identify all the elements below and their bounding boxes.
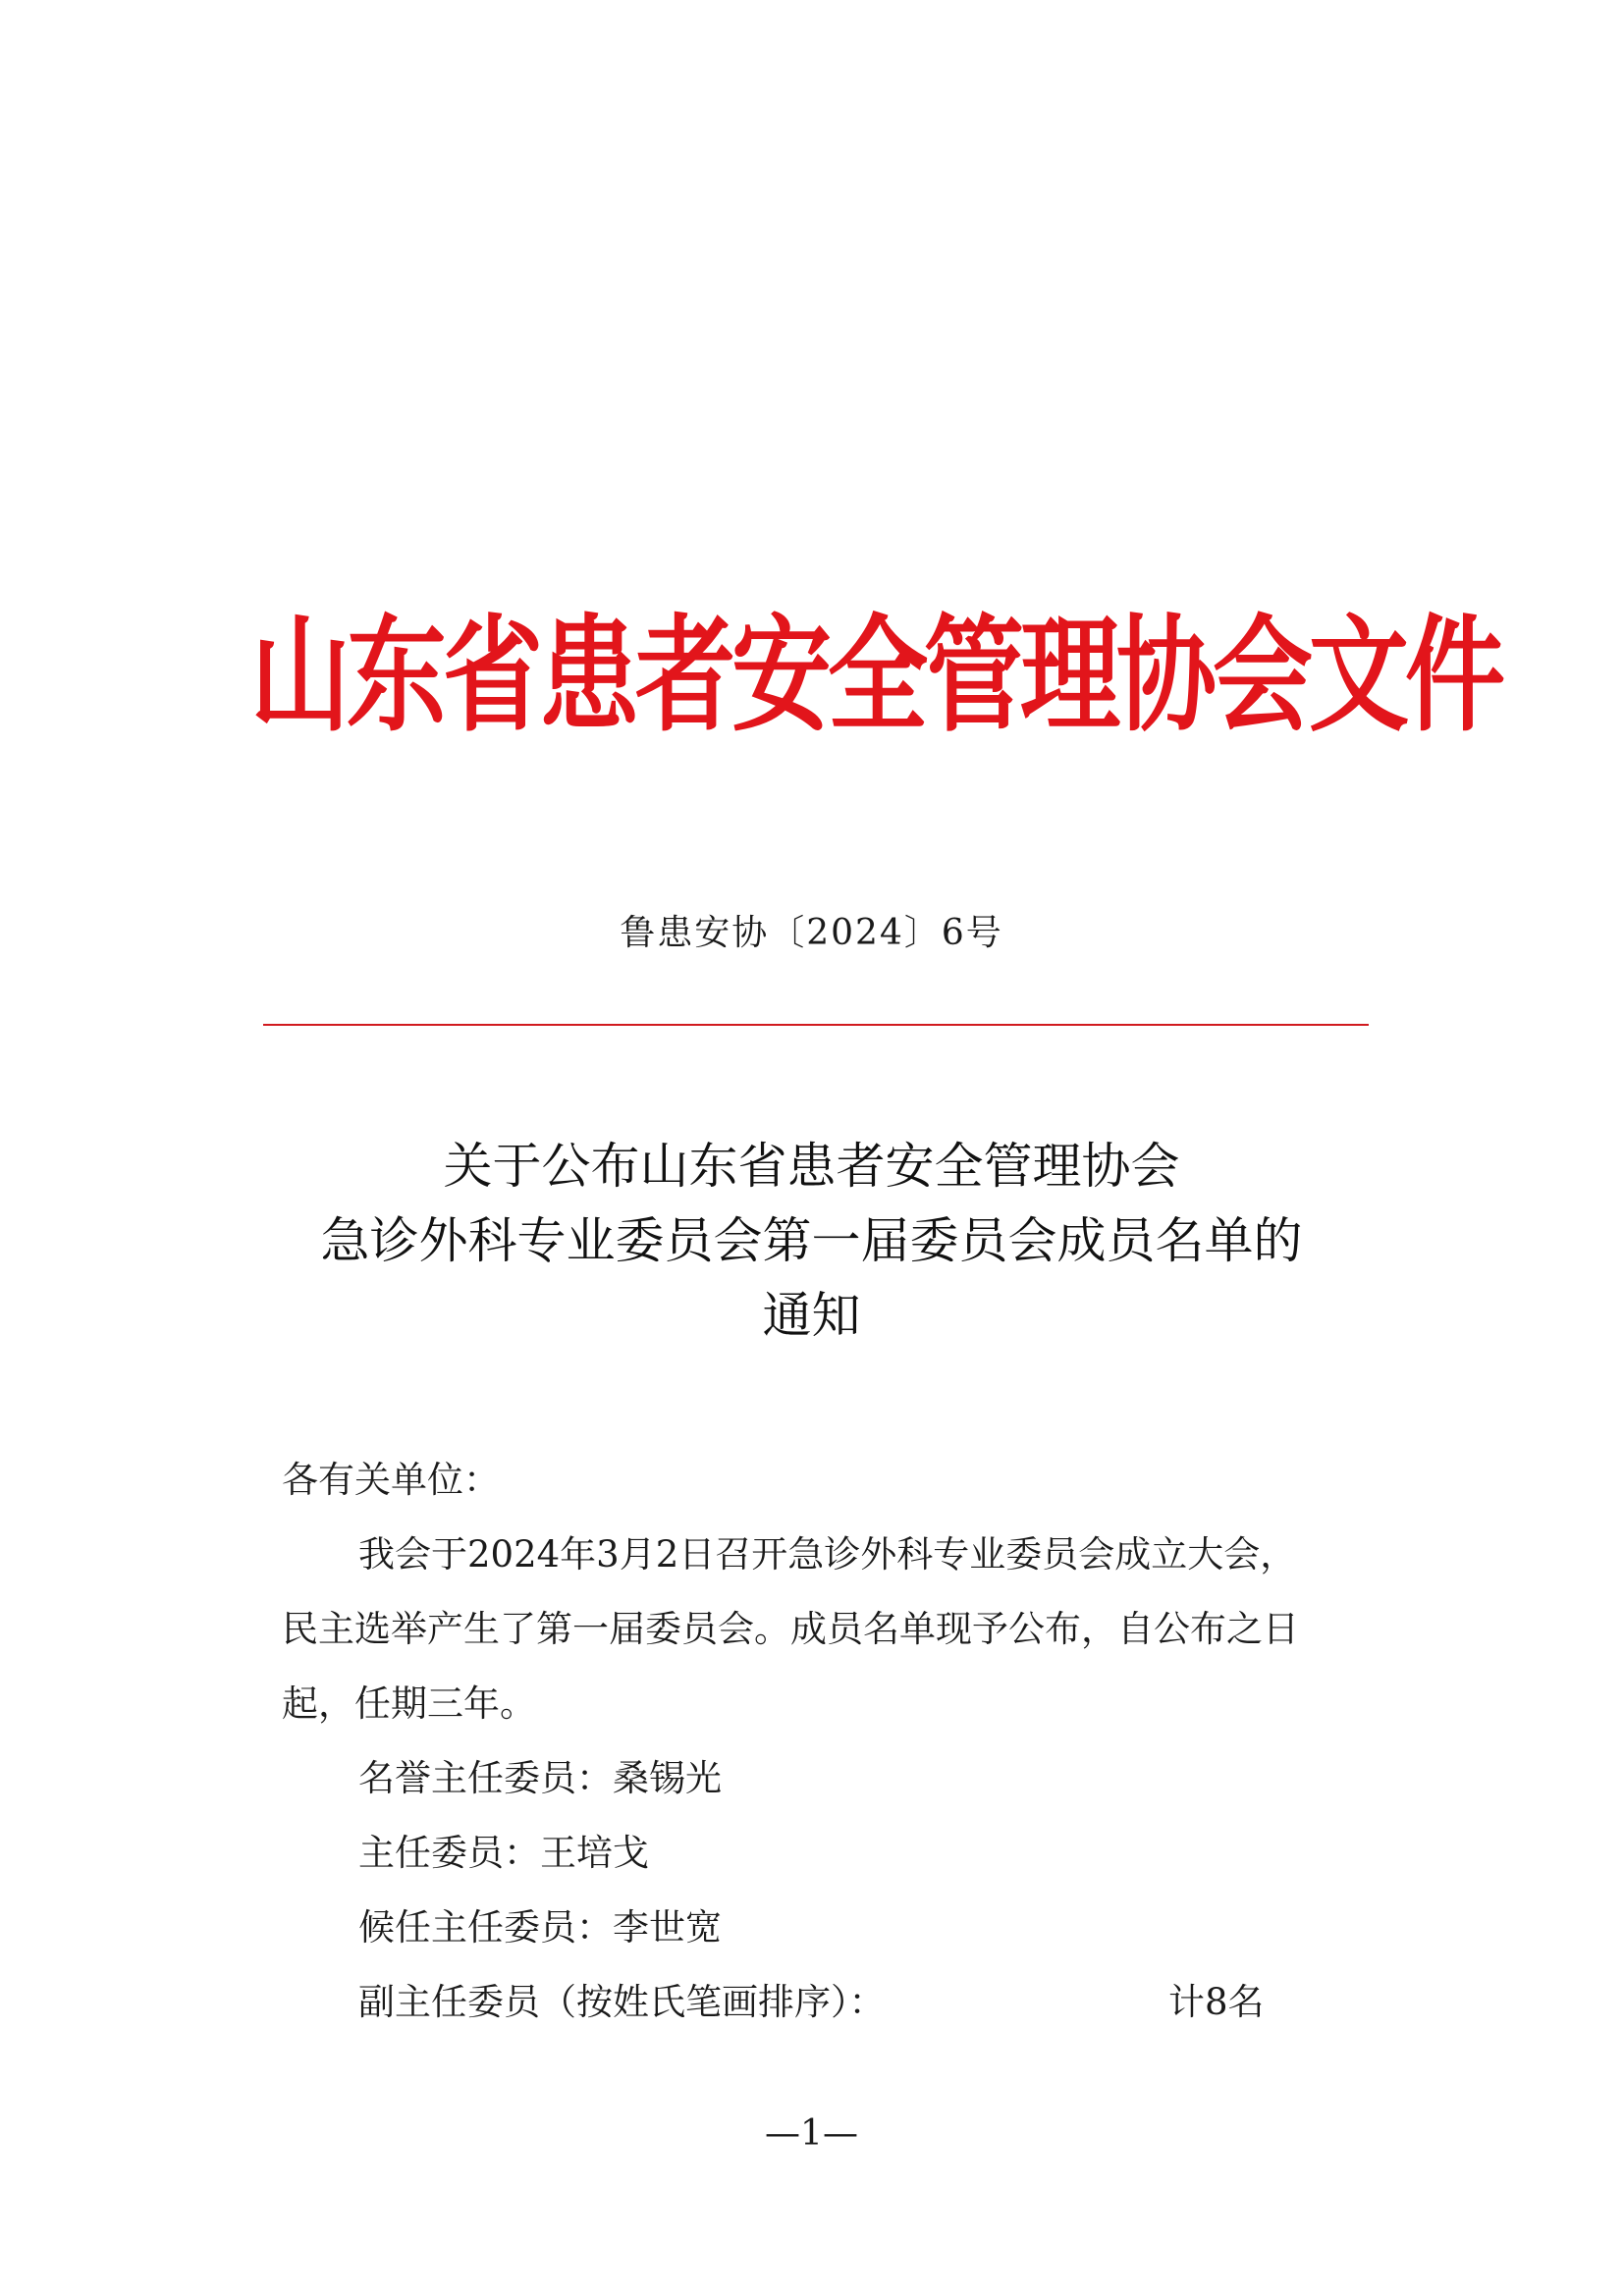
vice-chairs-heading: 副主任委员（按姓氏笔画排序）： — [358, 1981, 886, 2023]
notice-title — [0, 1129, 1623, 1353]
body-paragraph — [282, 1518, 1391, 1741]
paragraph-line-1: 我会于2024年3月2日召开急诊外科专业委员会成立大会， — [358, 1533, 1297, 1575]
paragraph-line-3: 起，任期三年。 — [282, 1682, 536, 1725]
notice-title-line-3: 通知 — [762, 1287, 861, 1344]
issuing-org-header: 山东省患者安全管理协会文件 — [250, 602, 1501, 750]
red-divider-line — [263, 1024, 1369, 1026]
paragraph-line-2: 民主选举产生了第一届委员会。成员名单现予公布，自公布之日 — [282, 1608, 1299, 1650]
salutation: 各有关单位： — [282, 1459, 500, 1501]
page-number: —1— — [765, 2113, 858, 2154]
vice-chair-count: 计8名 — [1168, 1981, 1265, 2023]
document-number: 鲁患安协〔2024〕6号 — [620, 913, 1003, 953]
chair-elect-line: 候任主任委员：李世宽 — [358, 1906, 722, 1949]
chair-line: 主任委员：王培戈 — [358, 1832, 649, 1874]
honorary-chair-line: 名誉主任委员：桑锡光 — [358, 1757, 722, 1799]
notice-title-line-2: 急诊外科专业委员会第一届委员会成员名单的 — [320, 1212, 1303, 1269]
notice-title-line-1: 关于公布山东省患者安全管理协会 — [443, 1138, 1180, 1195]
